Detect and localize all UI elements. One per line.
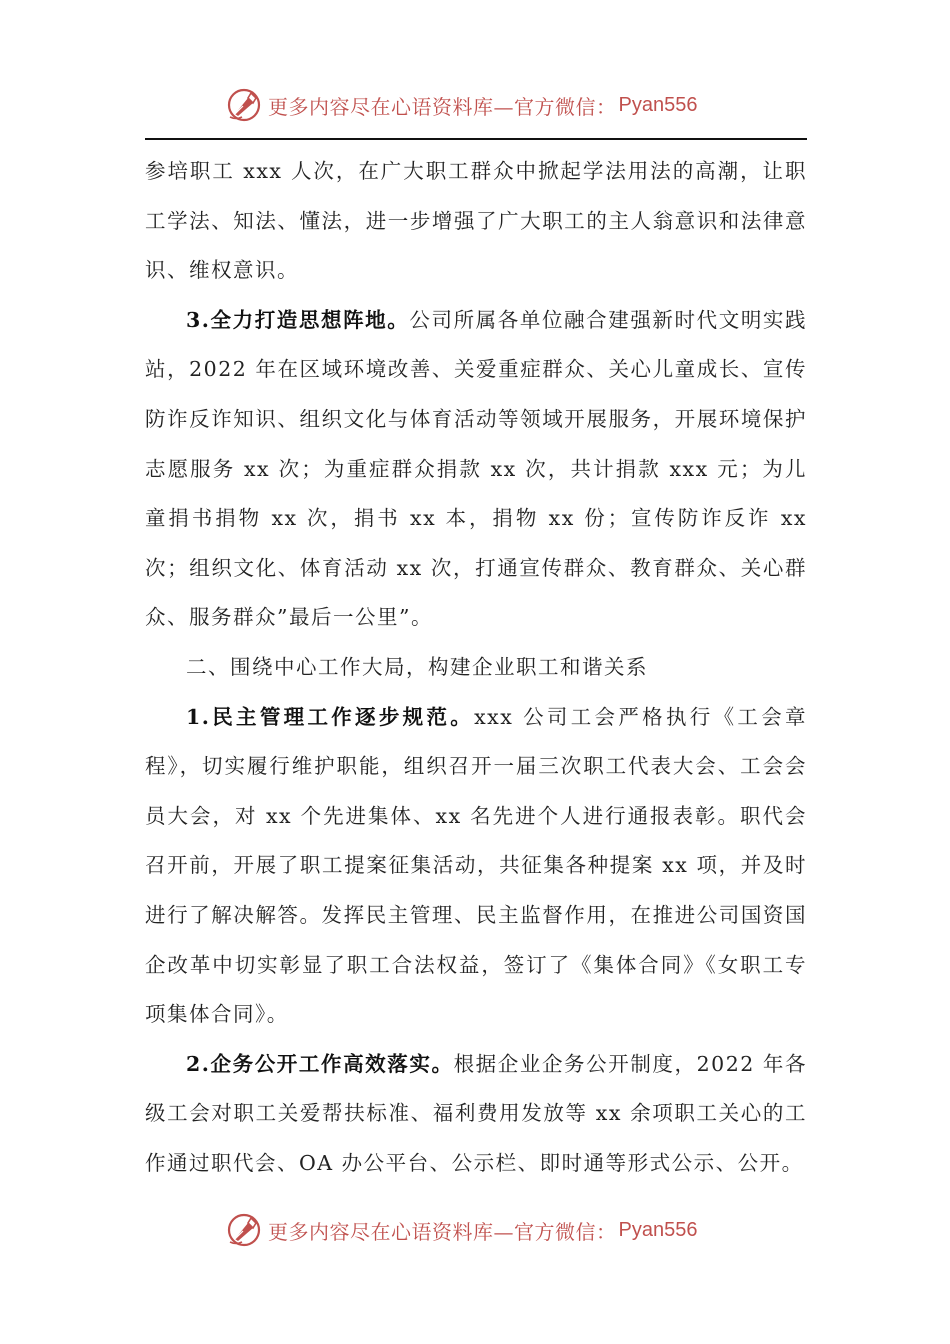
document-body xyxy=(145,147,807,1188)
paragraph xyxy=(145,296,807,643)
paragraph xyxy=(145,1040,807,1189)
header-banner-text: 更多内容尽在心语资料库—官方微信： xyxy=(268,94,617,119)
paragraph-heading: 3.全力打造思想阵地。 xyxy=(186,307,410,332)
page-header xyxy=(0,80,950,130)
paragraph-heading: 1.民主管理工作逐步规范。 xyxy=(186,704,475,729)
paragraph-heading: 2.企务公开工作高效落实。 xyxy=(186,1051,454,1076)
paragraph-text: xxx 公司工会严格执行《工会章程》，切实履行维护职能，组织召开一届三次职工代表大会、工会会员大会，对 xx 个先进集体、xx 名先进个人进行通报表彰。职代会召开前，开展了职工提案征集活动，共征集各种提案 xx 项，并及时进行了解决解答。发挥民主管理、民主监督作用，在推进公司国资国企改革中切实彰显了职工合法权益，签订了《集体合同》《女职工专项集体合同》。 xyxy=(145,704,808,1027)
paragraph xyxy=(145,147,807,296)
page-footer xyxy=(0,1205,950,1255)
pen-nib-logo-icon xyxy=(226,87,262,123)
header-wechat-id: Pyan556 xyxy=(618,93,698,116)
paragraph-text: 根据企业企务公开制度，2022 年各级工会对职工关爱帮扶标准、福利费用发放等 xx 余项职工关心的工作通过职代会、OA 办公平台、公示栏、即时通等形式公示、公开。 xyxy=(145,1051,808,1175)
header-divider xyxy=(145,138,807,140)
header-banner xyxy=(226,84,697,126)
paragraph xyxy=(145,693,807,1040)
footer-banner-text: 更多内容尽在心语资料库—官方微信： xyxy=(268,1219,617,1244)
paragraph-text: 公司所属各单位融合建强新时代文明实践站，2022 年在区域环境改善、关爱重症群众、关心儿童成长、宣传防诈反诈知识、组织文化与体育活动等领域开展服务，开展环境保护志愿服务 xx 次；为重症群众捐款 xx 次，共计捐款 xxx 元；为儿童捐书捐物 xx 次，捐书 xx 本，捐物 xx 份；宣传防诈反诈 xx 次；组织文化、体育活动 xx 次，打通宣传群众、教育群众、关心群众、服务群众”最后一公里”。 xyxy=(145,307,808,630)
footer-banner xyxy=(226,1209,697,1251)
section-heading-text: 二、围绕中心工作大局，构建企业职工和谐关系 xyxy=(186,654,648,679)
footer-wechat-id: Pyan556 xyxy=(618,1218,698,1241)
paragraph-text: 参培职工 xxx 人次，在广大职工群众中掀起学法用法的高潮，让职工学法、知法、懂法，进一步增强了广大职工的主人翁意识和法律意识、维权意识。 xyxy=(145,159,807,283)
pen-nib-logo-icon xyxy=(226,1212,262,1248)
section-heading xyxy=(145,643,807,693)
